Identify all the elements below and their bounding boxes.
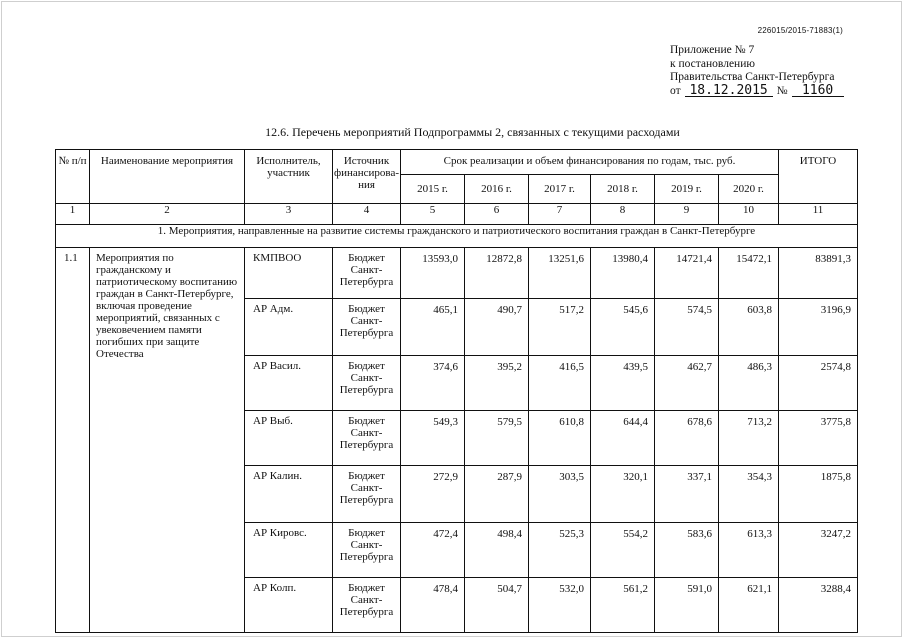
year-value-cell: 545,6 xyxy=(591,299,655,356)
executor-cell: АР Кировс. xyxy=(245,523,333,578)
section-title: 1. Мероприятия, направленные на развитие системы гражданского и патриотического воспитания граждан в Санкт-Петербурге xyxy=(56,225,858,248)
year-value-cell: 462,7 xyxy=(655,356,719,411)
table-row xyxy=(56,248,858,299)
header-num: № п/п xyxy=(56,150,90,204)
total-cell: 3288,4 xyxy=(779,578,858,633)
year-value-cell: 395,2 xyxy=(465,356,529,411)
header-total: ИТОГО xyxy=(779,150,858,204)
column-number: 4 xyxy=(333,204,401,225)
year-value-cell: 574,5 xyxy=(655,299,719,356)
header-row-1 xyxy=(56,150,858,175)
executor-cell: АР Калин. xyxy=(245,466,333,523)
year-value-cell: 13980,4 xyxy=(591,248,655,299)
year-value-cell: 465,1 xyxy=(401,299,465,356)
appendix-date: 18.12.2015 xyxy=(685,85,773,97)
year-value-cell: 12872,8 xyxy=(465,248,529,299)
item-name: Мероприятия по гражданскому и патриотическому воспитанию граждан в Санкт-Петербурге, включая проведение мероприятий, связанных с увековечением памяти погибших при защите Отечества xyxy=(90,248,245,633)
source-cell: Бюджет Санкт-Петербурга xyxy=(333,356,401,411)
appendix-block xyxy=(670,44,844,98)
item-index: 1.1 xyxy=(56,248,90,633)
year-value-cell: 621,1 xyxy=(719,578,779,633)
year-value-cell: 15472,1 xyxy=(719,248,779,299)
header-period: Срок реализации и объем финансирования по годам, тыс. руб. xyxy=(401,150,779,175)
total-cell: 3196,9 xyxy=(779,299,858,356)
year-value-cell: 678,6 xyxy=(655,411,719,466)
column-number: 11 xyxy=(779,204,858,225)
year-value-cell: 472,4 xyxy=(401,523,465,578)
year-value-cell: 603,8 xyxy=(719,299,779,356)
source-cell: Бюджет Санкт-Петербурга xyxy=(333,466,401,523)
year-value-cell: 549,3 xyxy=(401,411,465,466)
year-value-cell: 532,0 xyxy=(529,578,591,633)
year-value-cell: 13251,6 xyxy=(529,248,591,299)
header-year: 2017 г. xyxy=(529,175,591,204)
year-value-cell: 554,2 xyxy=(591,523,655,578)
executor-cell: АР Адм. xyxy=(245,299,333,356)
column-number: 3 xyxy=(245,204,333,225)
year-value-cell: 591,0 xyxy=(655,578,719,633)
year-value-cell: 13593,0 xyxy=(401,248,465,299)
column-number: 2 xyxy=(90,204,245,225)
year-value-cell: 303,5 xyxy=(529,466,591,523)
year-value-cell: 504,7 xyxy=(465,578,529,633)
header-year: 2015 г. xyxy=(401,175,465,204)
source-cell: Бюджет Санкт-Петербурга xyxy=(333,299,401,356)
measures-table xyxy=(55,149,858,633)
year-value-cell: 439,5 xyxy=(591,356,655,411)
appendix-line-2: к постановлению xyxy=(670,57,755,70)
executor-cell: АР Колп. xyxy=(245,578,333,633)
total-cell: 3247,2 xyxy=(779,523,858,578)
year-value-cell: 525,3 xyxy=(529,523,591,578)
column-number: 6 xyxy=(465,204,529,225)
year-value-cell: 561,2 xyxy=(591,578,655,633)
total-cell: 1875,8 xyxy=(779,466,858,523)
header-year: 2019 г. xyxy=(655,175,719,204)
header-year: 2016 г. xyxy=(465,175,529,204)
year-value-cell: 337,1 xyxy=(655,466,719,523)
column-number: 5 xyxy=(401,204,465,225)
year-value-cell: 354,3 xyxy=(719,466,779,523)
header-name: Наименование мероприятия xyxy=(90,150,245,204)
appendix-line-3: Правительства Санкт-Петербурга xyxy=(670,71,835,83)
header-source: Источник финансирова-ния xyxy=(333,150,401,204)
section-row xyxy=(56,225,858,248)
executor-cell: АР Выб. xyxy=(245,411,333,466)
appendix-line-1: Приложение № 7 xyxy=(670,44,755,56)
year-value-cell: 610,8 xyxy=(529,411,591,466)
source-cell: Бюджет Санкт-Петербурга xyxy=(333,411,401,466)
document-title: 12.6. Перечень мероприятий Подпрограммы 2, связанных с текущими расходами xyxy=(265,125,680,139)
document-number: 226015/2015-71883(1) xyxy=(757,26,843,35)
year-value-cell: 498,4 xyxy=(465,523,529,578)
total-cell: 2574,8 xyxy=(779,356,858,411)
year-value-cell: 490,7 xyxy=(465,299,529,356)
column-number: 9 xyxy=(655,204,719,225)
year-value-cell: 416,5 xyxy=(529,356,591,411)
year-value-cell: 613,3 xyxy=(719,523,779,578)
year-value-cell: 287,9 xyxy=(465,466,529,523)
column-number: 7 xyxy=(529,204,591,225)
column-number: 10 xyxy=(719,204,779,225)
year-value-cell: 579,5 xyxy=(465,411,529,466)
source-cell: Бюджет Санкт-Петербурга xyxy=(333,248,401,299)
executor-cell: КМПВОО xyxy=(245,248,333,299)
column-number: 8 xyxy=(591,204,655,225)
year-value-cell: 272,9 xyxy=(401,466,465,523)
appendix-number: 1160 xyxy=(792,85,844,97)
year-value-cell: 583,6 xyxy=(655,523,719,578)
year-value-cell: 14721,4 xyxy=(655,248,719,299)
source-cell: Бюджет Санкт-Петербурга xyxy=(333,523,401,578)
year-value-cell: 644,4 xyxy=(591,411,655,466)
column-number: 1 xyxy=(56,204,90,225)
year-value-cell: 713,2 xyxy=(719,411,779,466)
header-year: 2020 г. xyxy=(719,175,779,204)
source-cell: Бюджет Санкт-Петербурга xyxy=(333,578,401,633)
appendix-date-line xyxy=(670,82,844,99)
total-cell: 3775,8 xyxy=(779,411,858,466)
from-label: от xyxy=(670,84,681,97)
column-number-row xyxy=(56,204,858,225)
year-value-cell: 486,3 xyxy=(719,356,779,411)
number-label: № xyxy=(776,84,788,97)
year-value-cell: 374,6 xyxy=(401,356,465,411)
header-executor: Исполнитель, участник xyxy=(245,150,333,204)
header-year: 2018 г. xyxy=(591,175,655,204)
year-value-cell: 478,4 xyxy=(401,578,465,633)
year-value-cell: 320,1 xyxy=(591,466,655,523)
executor-cell: АР Васил. xyxy=(245,356,333,411)
total-cell: 83891,3 xyxy=(779,248,858,299)
year-value-cell: 517,2 xyxy=(529,299,591,356)
